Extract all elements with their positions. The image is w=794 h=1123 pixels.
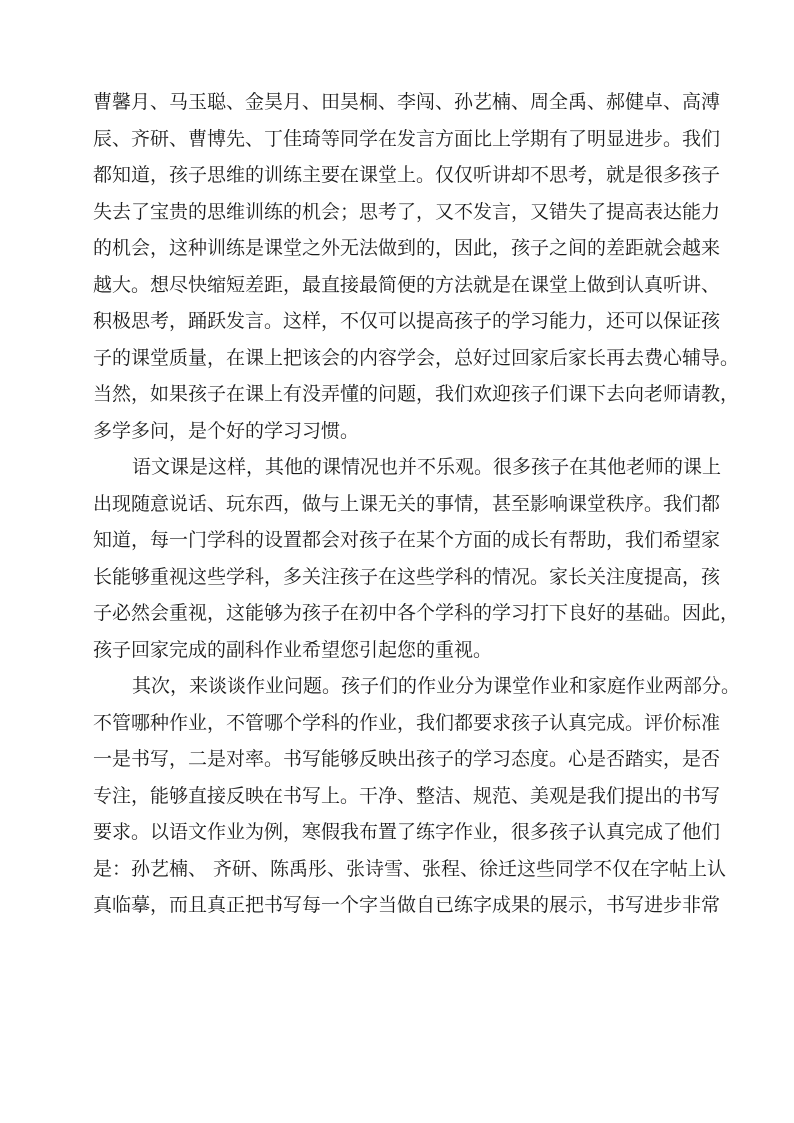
text-line: 孩子回家完成的副科作业希望您引起您的重视。: [93, 638, 493, 661]
text-line: 出现随意说话、玩东西，做与上课无关的事情，甚至影响课堂秩序。我们都: [93, 492, 721, 515]
text-line: 当然，如果孩子在课上有没弄懂的问题，我们欢迎孩子们课下去向老师请教，: [93, 383, 740, 405]
text-line: 子必然会重视，这能够为孩子在初中各个学科的学习打下良好的基础。因此，: [93, 602, 740, 624]
text-line: 曹馨月、马玉聪、金昊月、田昊桐、李闯、孙艺楠、周全禹、郝健卓、高溥: [93, 91, 721, 113]
text-line: 多学多问，是个好的学习习惯。: [93, 419, 360, 442]
paragraph-first-line: 其次，来谈谈作业问题。孩子们的作业分为课堂作业和家庭作业两部分。: [132, 675, 741, 697]
text-line: 知道，每一门学科的设置都会对孩子在某个方面的成长有帮助，我们希望家: [93, 529, 721, 551]
text-line: 都知道，孩子思维的训练主要在课堂上。仅仅听讲却不思考，就是很多孩子: [93, 164, 721, 186]
document-body: [93, 84, 741, 924]
text-line: 积极思考，踊跃发言。这样，不仅可以提高孩子的学习能力，还可以保证孩: [93, 310, 721, 332]
text-line: 越大。想尽快缩短差距，最直接最简便的方法就是在课堂上做到认真听讲、: [93, 273, 721, 296]
text-line: 要求。以语文作业为例，寒假我布置了练字作业，很多孩子认真完成了他们: [93, 821, 721, 843]
text-line: 长能够重视这些学科，多关注孩子在这些学科的情况。家长关注度提高，孩: [93, 565, 721, 588]
text-line: 的机会，这种训练是课堂之外无法做到的，因此，孩子之间的差距就会越来: [93, 237, 721, 259]
text-line: 子的课堂质量，在课上把该会的内容学会，总好过回家后家长再去费心辅导。: [93, 346, 740, 369]
text-line: 真临摹，而且真正把书写每一个字当做自已练字成果的展示，书写进步非常: [93, 894, 721, 916]
text-line: 一是书写，二是对率。书写能够反映出孩子的学习态度。心是否踏实，是否: [93, 748, 721, 770]
text-line: 辰、齐研、曹博先、丁佳琦等同学在发言方面比上学期有了明显进步。我们: [93, 127, 721, 150]
text-line: 是：孙艺楠、 齐研、陈禹彤、张诗雪、张程、徐迁这些同学不仅在字帖上认: [93, 857, 727, 880]
text-line: 不管哪种作业，不管哪个学科的作业，我们都要求孩子认真完成。评价标准: [93, 711, 721, 734]
text-line: 失去了宝贵的思维训练的机会；思考了，又不发言，又错失了提高表达能力: [93, 200, 721, 223]
paragraph-first-line: 语文课是这样，其他的课情况也并不乐观。很多孩子在其他老师的课上: [132, 456, 722, 478]
text-line: 专注，能够直接反映在书写上。干净、整洁、规范、美观是我们提出的书写: [93, 784, 721, 807]
